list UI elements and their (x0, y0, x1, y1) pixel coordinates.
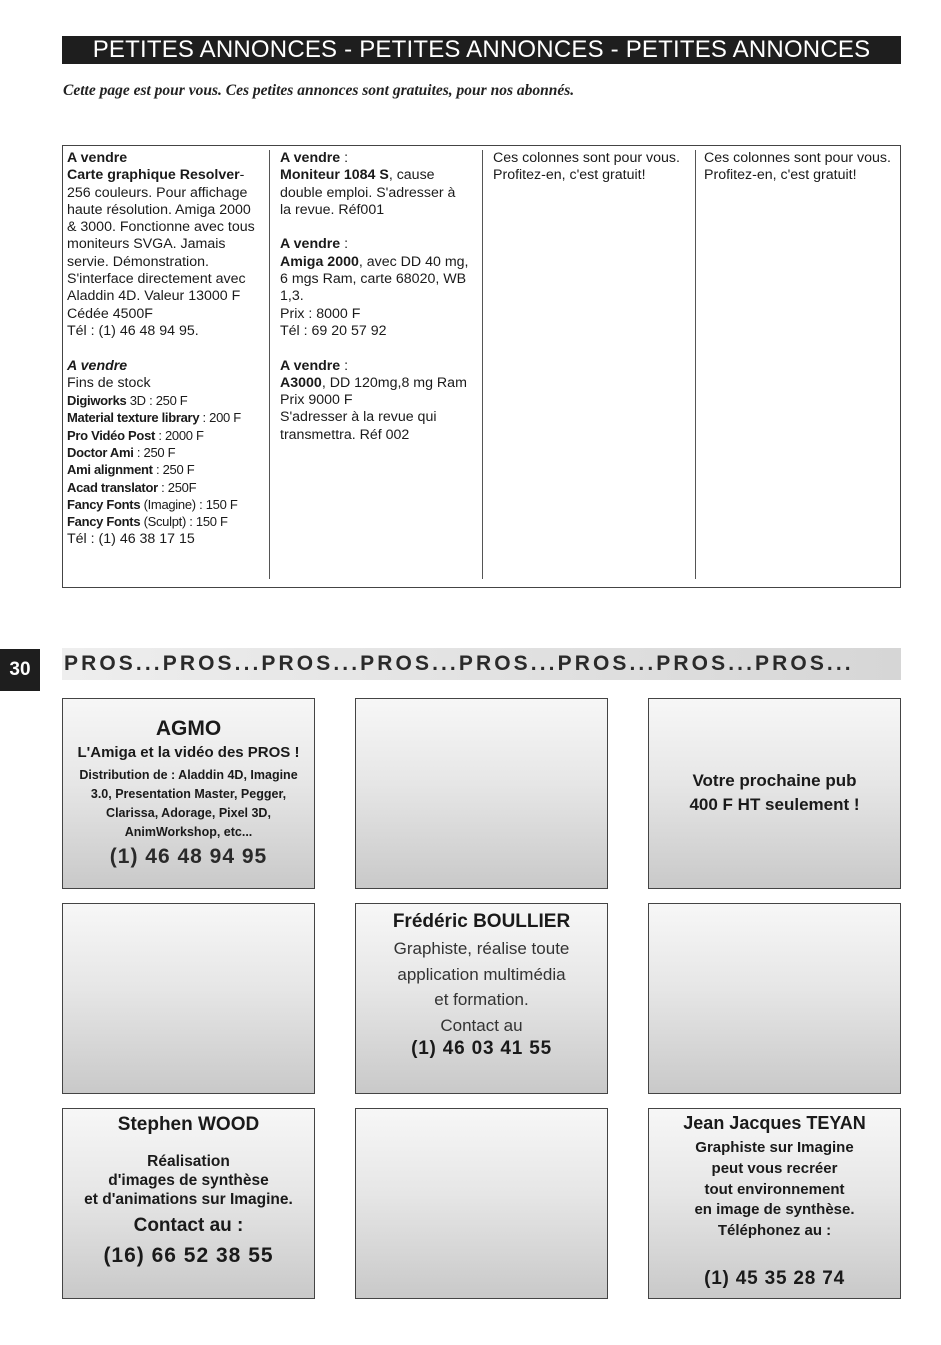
ad-pub-text (649, 769, 900, 817)
ad-product: A3000 (280, 374, 322, 391)
intro-text: Cette page est pour vous. Ces petites annonces sont gratuites, pour nos abonnés. (63, 82, 575, 99)
ad-product: Amiga 2000 (280, 253, 359, 270)
ad-price: Prix 9000 F (280, 392, 353, 409)
ad-title-line (280, 236, 478, 253)
classified-column-1 (63, 150, 269, 579)
ad-teyan-line: tout environnement (704, 1180, 845, 1198)
ad-product-line (280, 254, 478, 271)
ad-title-line (280, 358, 478, 375)
stock-item-price: : 250 F (133, 445, 176, 461)
ad-text: , cause (388, 167, 435, 184)
ad-pub-offer (648, 698, 901, 889)
stock-item-price: (Imagine) : 150 F (140, 496, 238, 512)
ad-wood-text (63, 1152, 314, 1209)
ad-agmo-phone: (1) 46 48 94 95 (109, 845, 268, 868)
ad-boullier-first: Frédéric (392, 911, 468, 932)
classified-column-4 (695, 150, 901, 579)
ad-agmo (62, 698, 315, 889)
ad-wood-line: Réalisation (147, 1153, 230, 1170)
ad-phone: Tél : (1) 46 48 94 95. (67, 322, 199, 339)
stock-item-price: : 250F (157, 479, 197, 495)
ad-teyan-name: Jean Jacques TEYAN (683, 1113, 866, 1133)
ad-teyan-text (649, 1138, 900, 1242)
ad-text: moniteurs SVGA. Jamais (67, 236, 226, 253)
stock-item (67, 427, 265, 444)
stock-item-price: : 250 F (152, 462, 195, 478)
ad-boullier-line: Graphiste, réalise toute (393, 939, 570, 958)
ad-title: A vendre (67, 150, 128, 166)
stock-item-name: Digiworks (67, 393, 127, 409)
ad-teyan (648, 1108, 901, 1299)
ad-agmo-title: AGMO (155, 717, 222, 740)
ad-agmo-line: 3.0, Presentation Master, Pegger, (90, 787, 287, 801)
stock-item-price: 3D : 250 F (126, 393, 188, 409)
ad-text: 256 couleurs. Pour affichage (67, 184, 248, 201)
ad-colon: : (340, 236, 349, 253)
ad-text: S'adresser à la revue qui (280, 409, 437, 426)
page-banner: PETITES ANNONCES - PETITES ANNONCES - PETITES ANNONCES (62, 36, 901, 64)
ad-price: Prix : 8000 F (280, 305, 361, 322)
ad-phone: Tél : 69 20 57 92 (280, 322, 387, 339)
stock-item-price: : 200 F (199, 410, 241, 426)
ad-text: 6 mgs Ram, carte 68020, WB (280, 271, 467, 288)
ad-agmo-line: AnimWorkshop, etc... (124, 825, 253, 839)
ad-text: , DD 120mg,8 mg Ram (321, 374, 467, 391)
ad-wood-line: et d'animations sur Imagine. (84, 1191, 293, 1208)
ad-text: double emploi. S'adresser à (280, 184, 456, 201)
ad-title-line (280, 150, 478, 167)
ad-empty-slot (355, 698, 608, 889)
ad-wood (62, 1108, 315, 1299)
ad-text: & 3000. Fonctionne avec tous (67, 219, 255, 236)
ad-teyan-line: peut vous recréer (711, 1159, 838, 1177)
stock-item-price: (Sculpt) : 150 F (140, 514, 228, 530)
ad-agmo-tagline: L'Amiga et la vidéo des PROS ! (77, 744, 300, 761)
ad-boullier-phone: (1) 46 03 41 55 (411, 1038, 552, 1059)
pros-banner: PROS...PROS...PROS...PROS...PROS...PROS...PROS...PROS... (62, 648, 901, 680)
ad-pub-line: 400 F HT seulement ! (689, 795, 860, 814)
ad-boullier-text (356, 936, 607, 1038)
stock-item-name: Acad translator (67, 479, 158, 495)
free-column-text: Ces colonnes sont pour vous. (493, 150, 680, 166)
ad-wood-phone: (16) 66 52 38 55 (103, 1244, 274, 1267)
ad-colon: : (340, 357, 349, 374)
ad-wood-line: d'images de synthèse (108, 1172, 269, 1189)
page-number: 30 (0, 649, 40, 691)
stock-item-name: Doctor Ami (67, 445, 134, 461)
stock-item (67, 513, 265, 530)
ad-teyan-line: Téléphonez au : (717, 1222, 832, 1240)
stock-item (67, 461, 265, 478)
ad-wood-name: Stephen WOOD (117, 1114, 260, 1135)
ad-text: servie. Démonstration. (67, 253, 209, 270)
ad-product-line (280, 167, 478, 184)
ad-agmo-products (63, 766, 314, 842)
ad-wood-contact: Contact au : (133, 1215, 244, 1236)
ad-colon: : (340, 150, 349, 166)
ad-boullier-line: Contact au (440, 1015, 523, 1035)
stock-item-name: Ami alignment (67, 462, 153, 478)
ad-text: la revue. Réf001 (280, 201, 385, 218)
ad-boullier (355, 903, 608, 1094)
classified-column-2 (269, 150, 482, 579)
stock-item (67, 444, 265, 461)
stock-item-name: Fancy Fonts (67, 514, 141, 530)
ad-boullier-line: et formation. (434, 990, 529, 1009)
ad-title: A vendre (280, 150, 341, 166)
free-column-text: Profitez-en, c'est gratuit! (704, 167, 857, 184)
ad-agmo-line: Distribution de : Aladdin 4D, Imagine (79, 768, 298, 782)
stock-item (67, 392, 265, 409)
stock-item (67, 409, 265, 426)
ad-product: Carte graphique Resolver (67, 167, 240, 184)
ad-teyan-line: en image de synthèse. (694, 1201, 855, 1219)
stock-item (67, 496, 265, 513)
ad-title: A vendre (280, 357, 341, 374)
ad-text: haute résolution. Amiga 2000 (67, 201, 251, 218)
stock-item-name: Fancy Fonts (67, 496, 141, 512)
stock-item-name: Pro Vidéo Post (67, 427, 156, 443)
ad-boullier-name (356, 911, 607, 933)
ad-empty-slot (648, 903, 901, 1094)
ad-agmo-line: Clarissa, Adorage, Pixel 3D, (106, 806, 271, 820)
ad-text: Cédée 4500F (67, 305, 153, 322)
ad-product-line (280, 375, 478, 392)
ad-text: Fins de stock (67, 374, 151, 391)
stock-item-name: Material texture library (67, 410, 200, 426)
ad-teyan-line: Graphiste sur Imagine (695, 1139, 854, 1156)
ad-empty-slot (355, 1108, 608, 1299)
ad-pub-line: Votre prochaine pub (692, 771, 857, 790)
ad-product-line (67, 167, 265, 184)
ad-boullier-line: application multimédia (397, 964, 566, 984)
ad-text: , avec DD 40 mg, (358, 253, 469, 270)
ad-empty-slot (62, 903, 315, 1094)
free-column-text: Profitez-en, c'est gratuit! (493, 167, 646, 184)
ad-text: transmettra. Réf 002 (280, 426, 410, 443)
stock-item (67, 479, 265, 496)
ad-teyan-phone: (1) 45 35 28 74 (704, 1268, 845, 1289)
ad-text: - (239, 167, 245, 184)
classified-column-3 (482, 150, 695, 579)
ad-text: 1,3. (280, 288, 304, 305)
ad-phone: Tél : (1) 46 38 17 15 (67, 530, 195, 547)
ad-product: Moniteur 1084 S (280, 167, 389, 184)
ad-title: A vendre (67, 357, 128, 374)
ad-title: A vendre (280, 236, 341, 253)
stock-item-price: : 2000 F (155, 427, 204, 443)
free-column-text: Ces colonnes sont pour vous. (704, 150, 891, 166)
ad-text: Aladdin 4D. Valeur 13000 F (67, 288, 241, 305)
classifieds-grid (62, 145, 901, 588)
ad-boullier-last: BOULLIER (473, 911, 571, 932)
ad-text: S'interface directement avec (67, 271, 246, 288)
